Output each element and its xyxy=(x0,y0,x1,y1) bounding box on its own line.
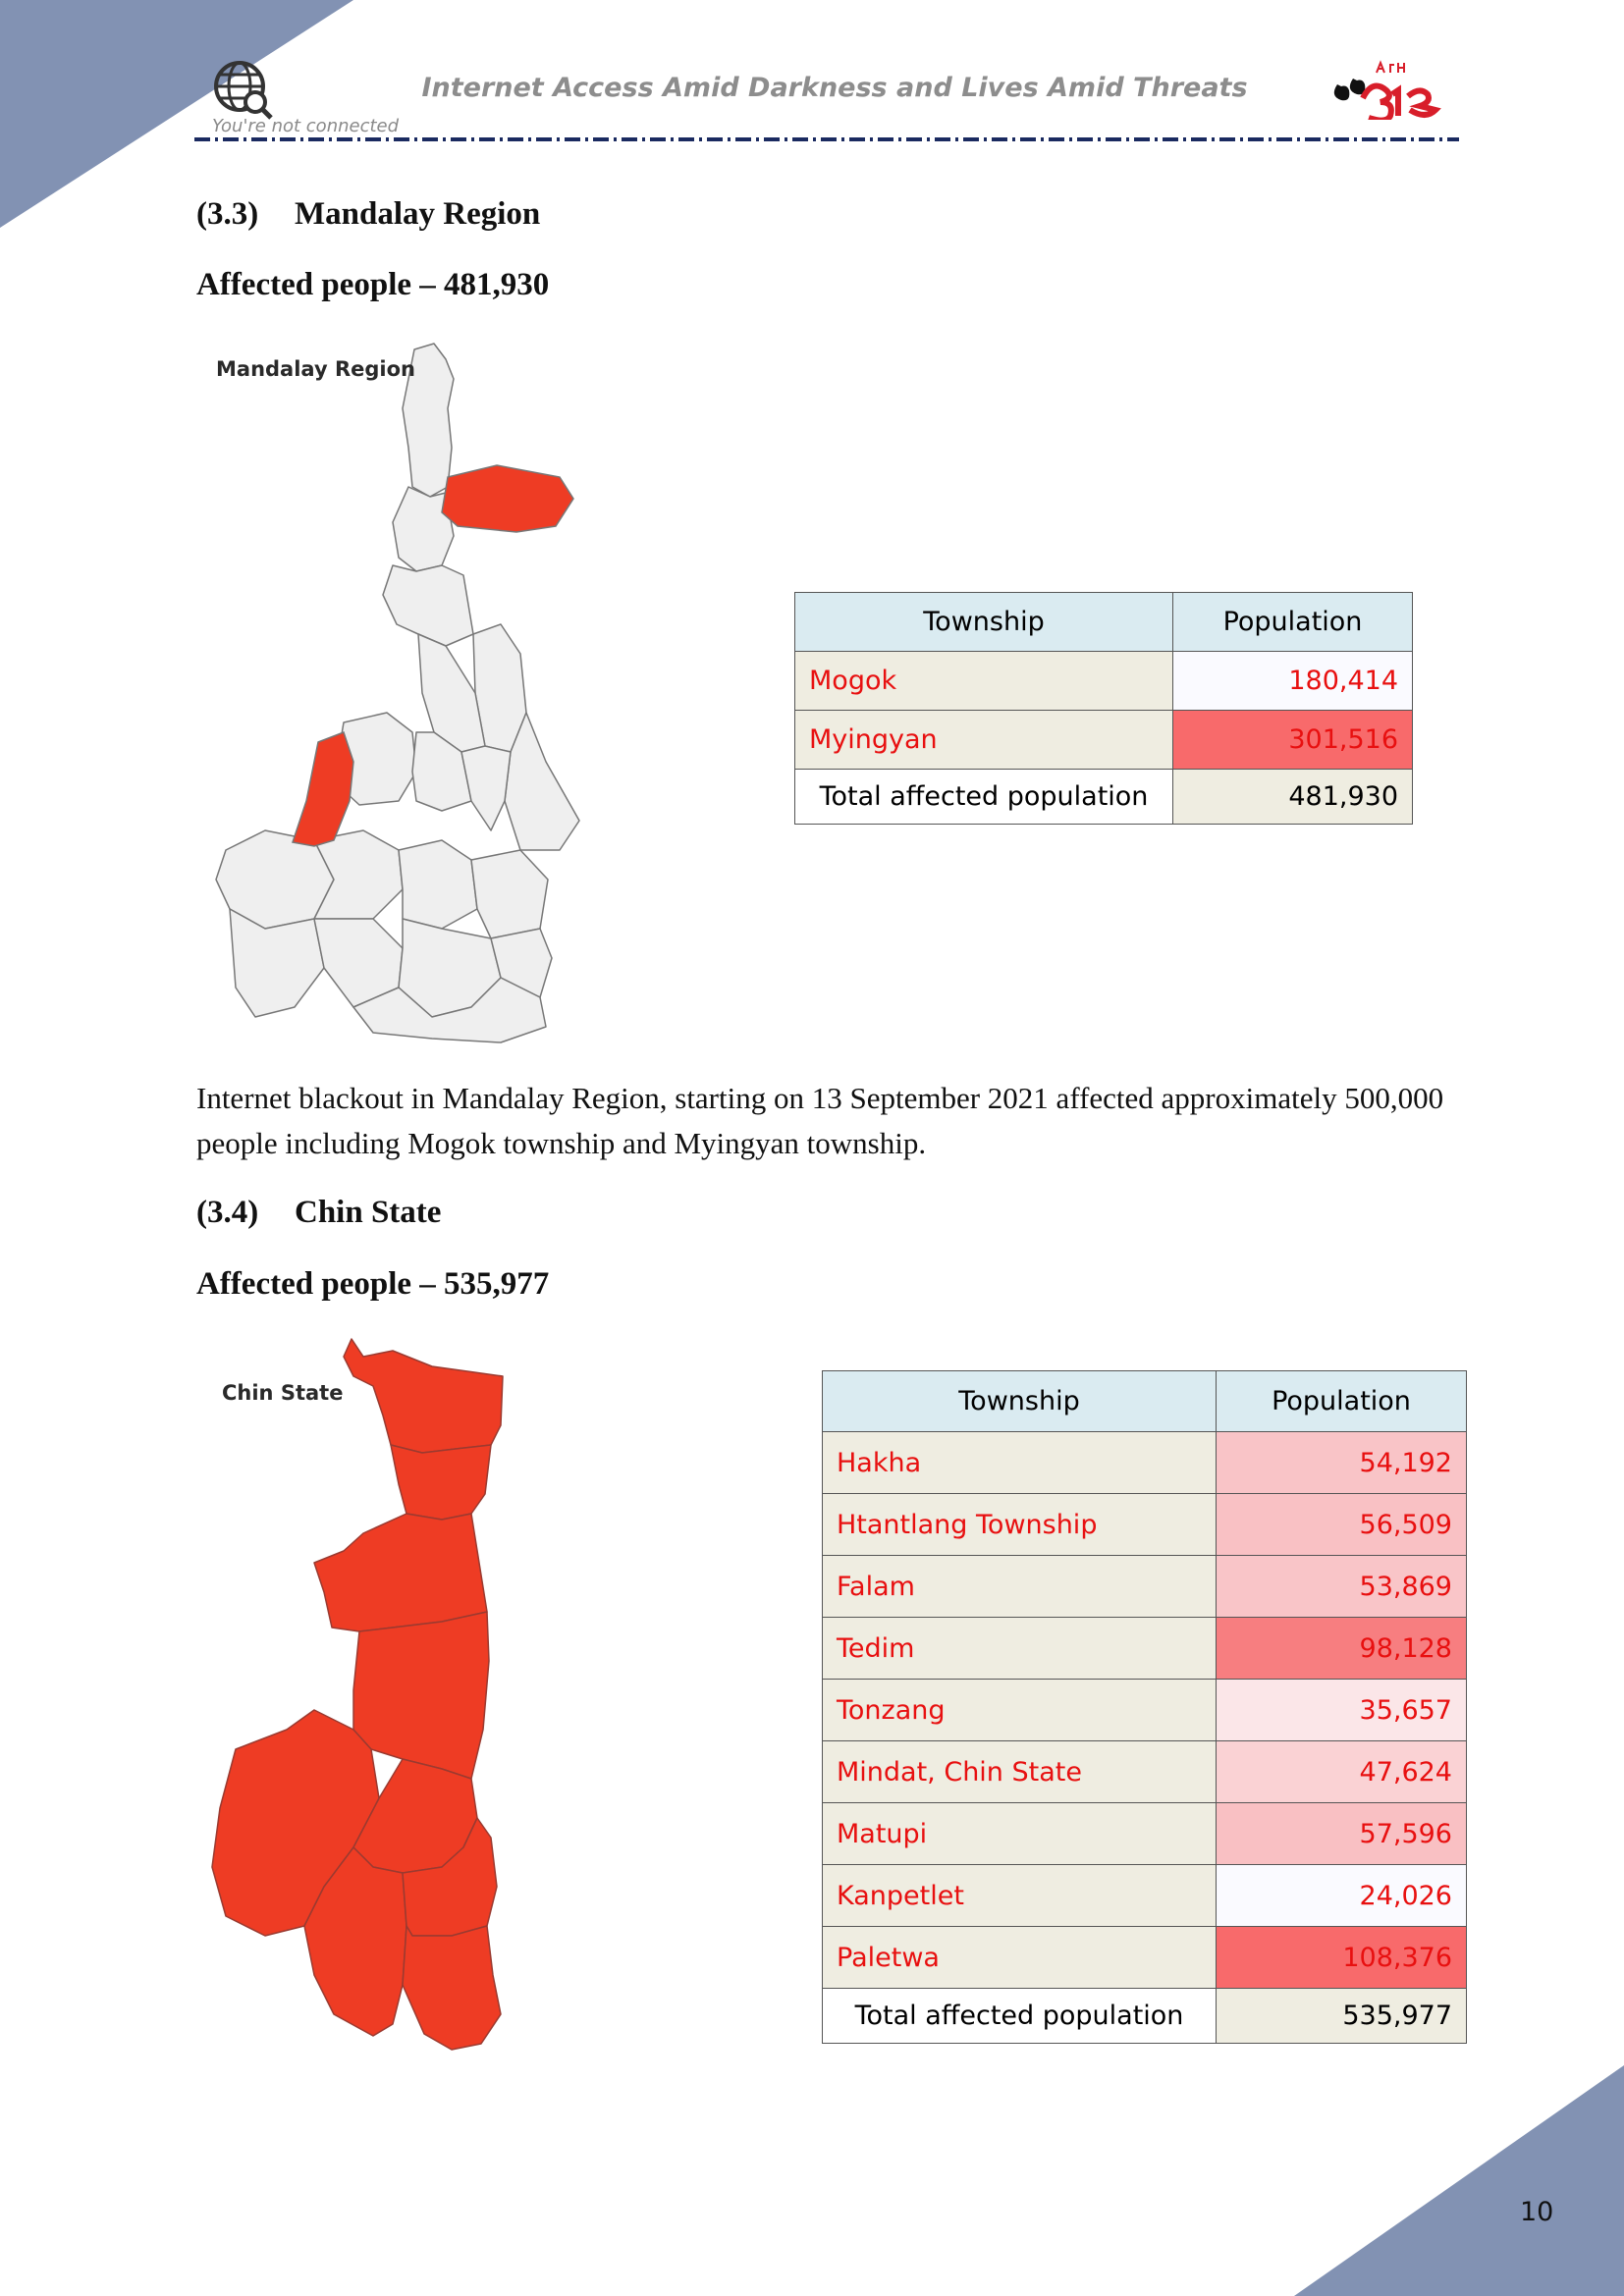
table-total-row xyxy=(795,770,1413,825)
chin-state-map xyxy=(206,1337,520,2054)
population-value: 53,869 xyxy=(1217,1556,1467,1618)
col-township: Township xyxy=(823,1371,1217,1432)
population-value: 24,026 xyxy=(1217,1865,1467,1927)
township-name: Tedim xyxy=(823,1618,1217,1680)
township-name: Htantlang Township xyxy=(823,1494,1217,1556)
mandalay-population-table xyxy=(794,592,1413,825)
affected-heading-chin: Affected people – 535,977 xyxy=(196,1266,550,1302)
township-name: Matupi xyxy=(823,1803,1217,1865)
corner-triangle-bottom-right xyxy=(1294,2065,1624,2296)
table-row xyxy=(823,1618,1467,1680)
population-value: 108,376 xyxy=(1217,1927,1467,1989)
table-row xyxy=(823,1432,1467,1494)
col-population: Population xyxy=(1217,1371,1467,1432)
population-value: 54,192 xyxy=(1217,1432,1467,1494)
township-name: Kanpetlet xyxy=(823,1865,1217,1927)
section-number: (3.4) xyxy=(196,1195,259,1230)
table-total-row xyxy=(823,1989,1467,2044)
table-header-row xyxy=(823,1371,1467,1432)
col-population: Population xyxy=(1173,593,1413,652)
section-title: Chin State xyxy=(295,1195,442,1230)
population-value: 301,516 xyxy=(1173,711,1413,770)
map-label-chin: Chin State xyxy=(222,1381,344,1405)
township-name: Paletwa xyxy=(823,1927,1217,1989)
township-name: Tonzang xyxy=(823,1680,1217,1741)
population-value: 47,624 xyxy=(1217,1741,1467,1803)
township-name: Mindat, Chin State xyxy=(823,1741,1217,1803)
corner-triangle-top-left xyxy=(0,0,353,228)
population-value: 98,128 xyxy=(1217,1618,1467,1680)
township-name: Myingyan xyxy=(795,711,1173,770)
page-number: 10 xyxy=(1520,2197,1554,2227)
population-value: 57,596 xyxy=(1217,1803,1467,1865)
athan-logo-icon xyxy=(1327,55,1445,120)
globe-search-icon xyxy=(210,57,275,122)
total-label: Total affected population xyxy=(823,1989,1217,2044)
connection-status: You're not connected xyxy=(212,116,400,136)
township-name: Falam xyxy=(823,1556,1217,1618)
mandalay-region-map xyxy=(206,340,599,1046)
section-title: Mandalay Region xyxy=(295,196,541,232)
table-row xyxy=(823,1741,1467,1803)
table-row xyxy=(795,652,1413,711)
population-value: 56,509 xyxy=(1217,1494,1467,1556)
population-value: 35,657 xyxy=(1217,1680,1467,1741)
table-row xyxy=(823,1494,1467,1556)
affected-heading-mandalay: Affected people – 481,930 xyxy=(196,267,550,302)
population-value: 180,414 xyxy=(1173,652,1413,711)
col-township: Township xyxy=(795,593,1173,652)
table-row xyxy=(795,711,1413,770)
total-value: 481,930 xyxy=(1173,770,1413,825)
section-heading-chin xyxy=(196,1195,441,1231)
section-number: (3.3) xyxy=(196,196,259,232)
table-row xyxy=(823,1927,1467,1989)
township-name: Hakha xyxy=(823,1432,1217,1494)
total-label: Total affected population xyxy=(795,770,1173,825)
table-row xyxy=(823,1865,1467,1927)
total-value: 535,977 xyxy=(1217,1989,1467,2044)
table-row xyxy=(823,1803,1467,1865)
section-heading-mandalay xyxy=(196,196,540,233)
mandalay-paragraph: Internet blackout in Mandalay Region, starting on 13 September 2021 affected approximately 500,000 people including Mogok township and Myingyan township. xyxy=(196,1081,1444,1160)
chin-population-table xyxy=(822,1370,1467,2044)
map-label-mandalay: Mandalay Region xyxy=(216,357,415,381)
table-row xyxy=(823,1680,1467,1741)
township-name: Mogok xyxy=(795,652,1173,711)
header-divider xyxy=(194,135,1459,143)
table-row xyxy=(823,1556,1467,1618)
table-header-row xyxy=(795,593,1413,652)
header-title: Internet Access Amid Darkness and Lives Amid Threats xyxy=(421,73,1248,103)
